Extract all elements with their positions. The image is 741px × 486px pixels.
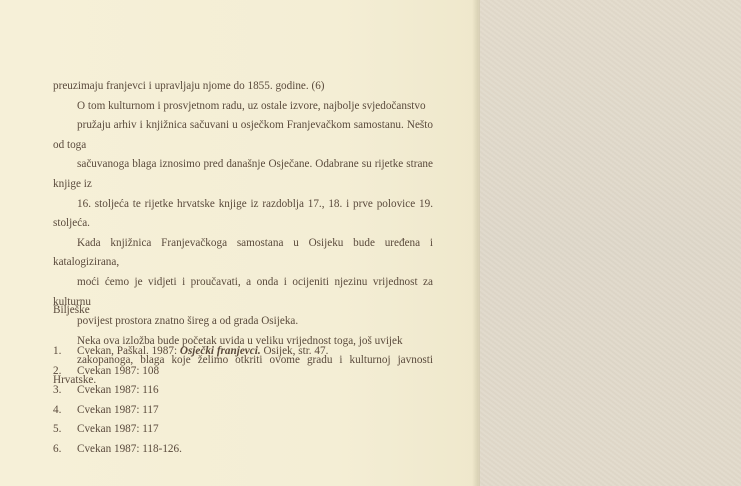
paragraph-3-line-3: povijest prostora znatno šireg a od grada Osijeka. [77,315,299,328]
paragraph-1-line-1: preuzimaju franjevci i upravljaju njome do 1855. godine. (6) [53,80,325,92]
note-number: 1. [53,345,62,357]
paragraph-4-line-2: zakopanoga, blaga koje želimo otkriti ovome gradu i kulturnoj javnosti Hrvatske. [53,354,433,386]
note-author-year: Cvekan, Paškal. 1987: [77,345,180,357]
paragraph-1 [53,77,433,97]
paragraph-4-line-1: Neka ova izložba bude početak uvida u veliku vrijednost toga, još uvijek [77,334,403,347]
notes-heading: Bilješke [53,304,90,316]
note-item [53,362,433,382]
note-text: Cvekan 1987: 117 [77,423,159,436]
note-text: Cvekan 1987: 118-126. [77,442,182,455]
paragraph-2-line-3: sačuvanoga blaga iznosimo pred današnje Osječane. Odabrane su rijetke strane knjige iz [53,158,433,190]
note-place-page: Osijek, str. 47. [260,345,329,357]
paragraph-3-line-1: Kada knjižnica Franjevačkoga samostana u Osijeku bude uređena i katalogizirana, [53,236,433,269]
note-book-title: Osječki franjevci. [179,345,261,357]
paragraph-2 [53,97,433,234]
note-item [53,342,433,362]
note-number: 6. [53,442,62,455]
facing-page-background [480,0,741,486]
note-text [77,342,328,362]
note-number: 3. [53,384,62,397]
paragraph-3 [53,234,433,332]
note-number: 2. [53,364,62,377]
note-item [53,420,433,440]
note-text: Cvekan 1987: 108 [77,364,160,377]
paragraph-2-line-2: pružaju arhiv i knjižnica sačuvani u osječkom Franjevačkom samostanu. Nešto od toga [53,119,433,151]
note-item [53,401,433,421]
paper-texture [480,0,741,486]
notes-list [53,342,433,460]
paragraph-3-line-2: moći ćemo je vidjeti i proučavati, a onda i ocijeniti njezinu vrijednost za kulturnu [53,275,433,308]
note-text: Cvekan 1987: 116 [77,384,159,397]
paragraph-2-line-4: 16. stoljeća te rijetke hrvatske knjige iz razdoblja 17., 18. i prve polovice 19. stoljeća. [53,197,433,230]
note-number: 5. [53,423,62,436]
note-text: Cvekan 1987: 117 [77,403,159,416]
note-item [53,440,433,460]
note-item [53,381,433,401]
paragraph-2-line-1: O tom kulturnom i prosvjetnom radu, uz ostale izvore, najbolje svjedočanstvo [77,99,426,112]
note-number: 4. [53,403,62,416]
